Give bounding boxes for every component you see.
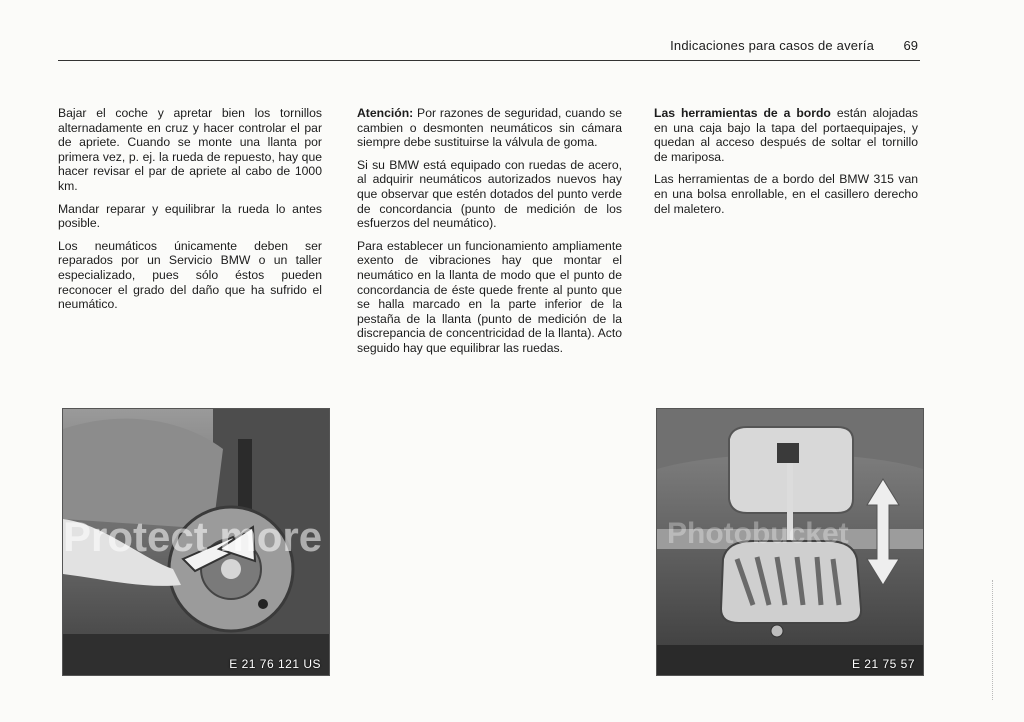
photo-watermark: Photobucket bbox=[667, 517, 849, 550]
paragraph: Para establecer un funcionamiento ampliamente exento de vibraciones hay que montar el neumático en la llanta de modo que el punto de concordancia de éste quede frente al punto que se halla marcado en la parte inferior de la pestaña de la llanta (punto de medición de la discrepancia de concentricidad de la llanta). Acto seguido hay que equilibrar las ruedas. bbox=[357, 238, 622, 355]
photo-watermark: Protect more bbox=[63, 513, 323, 560]
paragraph bbox=[357, 106, 622, 150]
paragraph-text: Por razones de seguridad, cuando se cambien o desmonten neumáticos sin cámara siempre debe sustituirse la válvula de goma. bbox=[357, 106, 622, 150]
text-column-2 bbox=[357, 106, 622, 364]
paragraph: Los neumáticos únicamente deben ser reparados por un Servicio BMW o un taller especializado, pues sólo éstos pueden reconocer el grado del daño que ha sufrido el neumático. bbox=[58, 238, 322, 312]
section-title: Indicaciones para casos de avería bbox=[670, 38, 874, 53]
paragraph: Bajar el coche y apretar bien los tornillos alternadamente en cruz y hacer controlar el par de apriete. Cuando se monte una llanta por primera vez, p. ej. la rueda de repuesto, hay que hacer revisar el par de apriete al cabo de 1000 km. bbox=[58, 106, 322, 193]
paragraph bbox=[654, 106, 918, 164]
paragraph: Las herramientas de a bordo del BMW 315 van en una bolsa enrollable, en el casillero derecho del maletero. bbox=[654, 172, 918, 216]
tools-heading: Las herramientas de a bordo bbox=[654, 106, 831, 120]
paragraph-text: están alojadas en una caja bajo la tapa del portaequipajes, y quedan al acceso después de soltar el tornillo de mariposa. bbox=[654, 106, 918, 164]
page-header bbox=[58, 36, 920, 61]
photo-caption: E 21 75 57 bbox=[851, 657, 915, 671]
page-edge-mark bbox=[992, 580, 994, 700]
photo-caption: E 21 76 121 US bbox=[229, 657, 321, 671]
wheel-mounting-photo bbox=[62, 408, 330, 676]
trunk-tools-photo bbox=[656, 408, 924, 676]
paragraph: Si su BMW está equipado con ruedas de acero, al adquirir neumáticos autorizados nuevos hay que observar que estén dotados del punto verde de concordancia (punto de medición de los esfuerzos del neumático). bbox=[357, 157, 622, 231]
text-column-3 bbox=[654, 106, 918, 224]
page-number: 69 bbox=[903, 38, 918, 53]
attention-label: Atención: bbox=[357, 106, 414, 120]
paragraph: Mandar reparar y equilibrar la rueda lo antes posible. bbox=[58, 201, 322, 231]
text-column-1 bbox=[58, 106, 322, 320]
